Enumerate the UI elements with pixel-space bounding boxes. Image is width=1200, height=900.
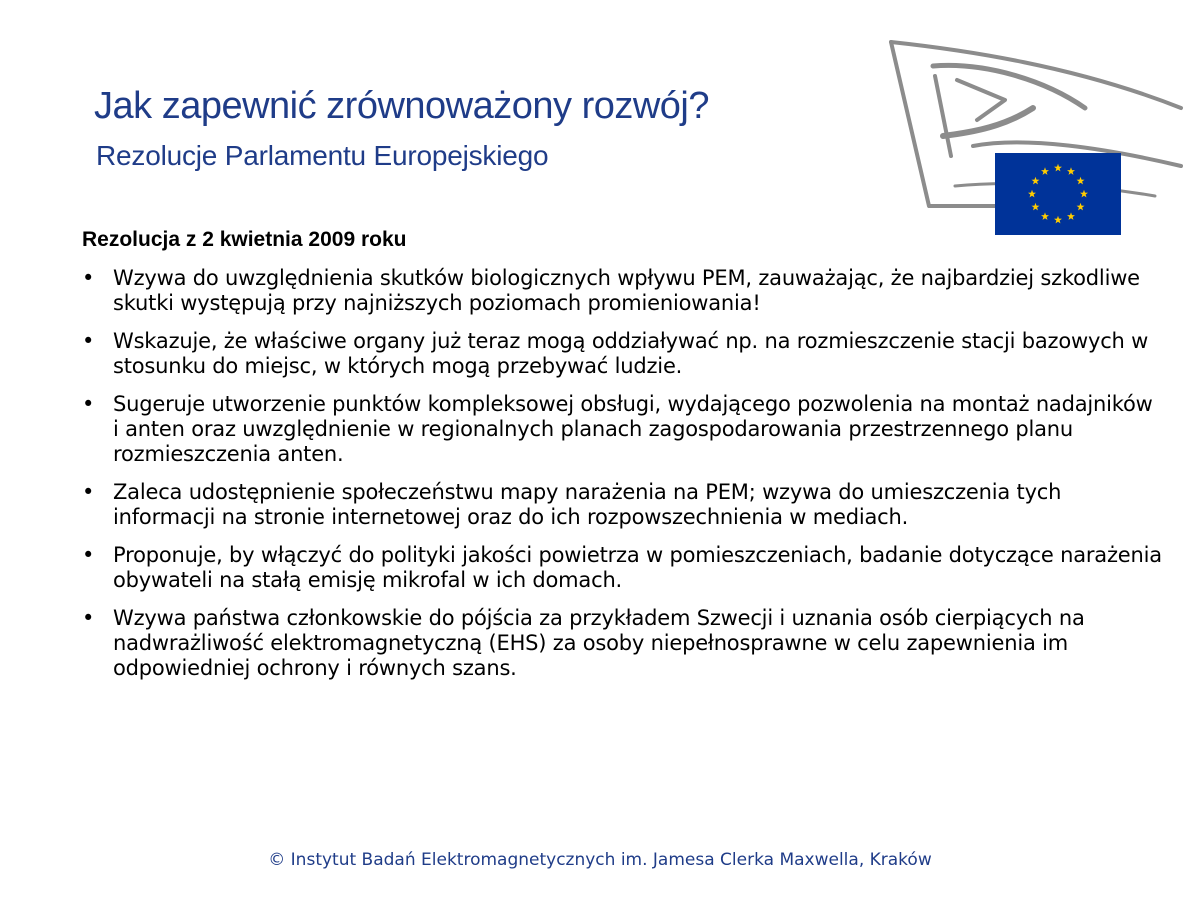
list-item-text: Wzywa państwa członkowskie do pójścia za przykładem Szwecji i uznania osób cierpiących na nadwrażliwość elektromagnetyczną (EHS) za osoby niepełnosprawne w celu zapewnienia im odpowiedniej ochrony i równych szans. xyxy=(113,606,1085,680)
eu-flag-icon xyxy=(995,153,1121,235)
slide-title: Jak zapewnić zrównoważony rozwój? xyxy=(94,85,710,127)
list-item-text: Wzywa do uwzględnienia skutków biologicznych wpływu PEM, zauważając, że najbardziej szkodliwe skutki występują przy najniższych poziomach promieniowania! xyxy=(113,266,1140,315)
bullet-icon: • xyxy=(82,606,95,630)
bullet-icon: • xyxy=(82,266,95,290)
list-item xyxy=(82,392,1162,467)
resolution-bullet-list xyxy=(82,266,1162,694)
bullet-icon: • xyxy=(82,543,95,567)
list-item-text: Wskazuje, że właściwe organy już teraz mogą oddziaływać np. na rozmieszczenie stacji bazowych w stosunku do miejsc, w których mogą przebywać ludzie. xyxy=(113,329,1149,378)
slide-subtitle: Rezolucje Parlamentu Europejskiego xyxy=(96,140,549,171)
list-item-text: Sugeruje utworzenie punktów kompleksowej obsługi, wydającego pozwolenia na montaż nadajników i anten oraz uwzględnienie w regionalnych planach zagospodarowania przestrzennego planu rozmieszczenia anten. xyxy=(113,392,1153,466)
footer-copyright: © Instytut Badań Elektromagnetycznych im. Jamesa Clerka Maxwella, Kraków xyxy=(268,850,932,870)
list-item-text: Proponuje, by włączyć do polityki jakości powietrza w pomieszczeniach, badanie dotyczące narażenia obywateli na stałą emisję mikrofal w ich domach. xyxy=(113,543,1162,592)
bullet-icon: • xyxy=(82,392,95,416)
bullet-icon: • xyxy=(82,480,95,504)
bullet-icon: • xyxy=(82,329,95,353)
list-item xyxy=(82,480,1162,530)
list-item xyxy=(82,606,1162,681)
list-item xyxy=(82,266,1162,316)
list-item xyxy=(82,329,1162,379)
list-item-text: Zaleca udostępnienie społeczeństwu mapy narażenia na PEM; wzywa do umieszczenia tych informacji na stronie internetowej oraz do ich rozpowszechnienia w mediach. xyxy=(113,480,1062,529)
list-item xyxy=(82,543,1162,593)
resolution-heading: Rezolucja z 2 kwietnia 2009 roku xyxy=(82,228,407,251)
